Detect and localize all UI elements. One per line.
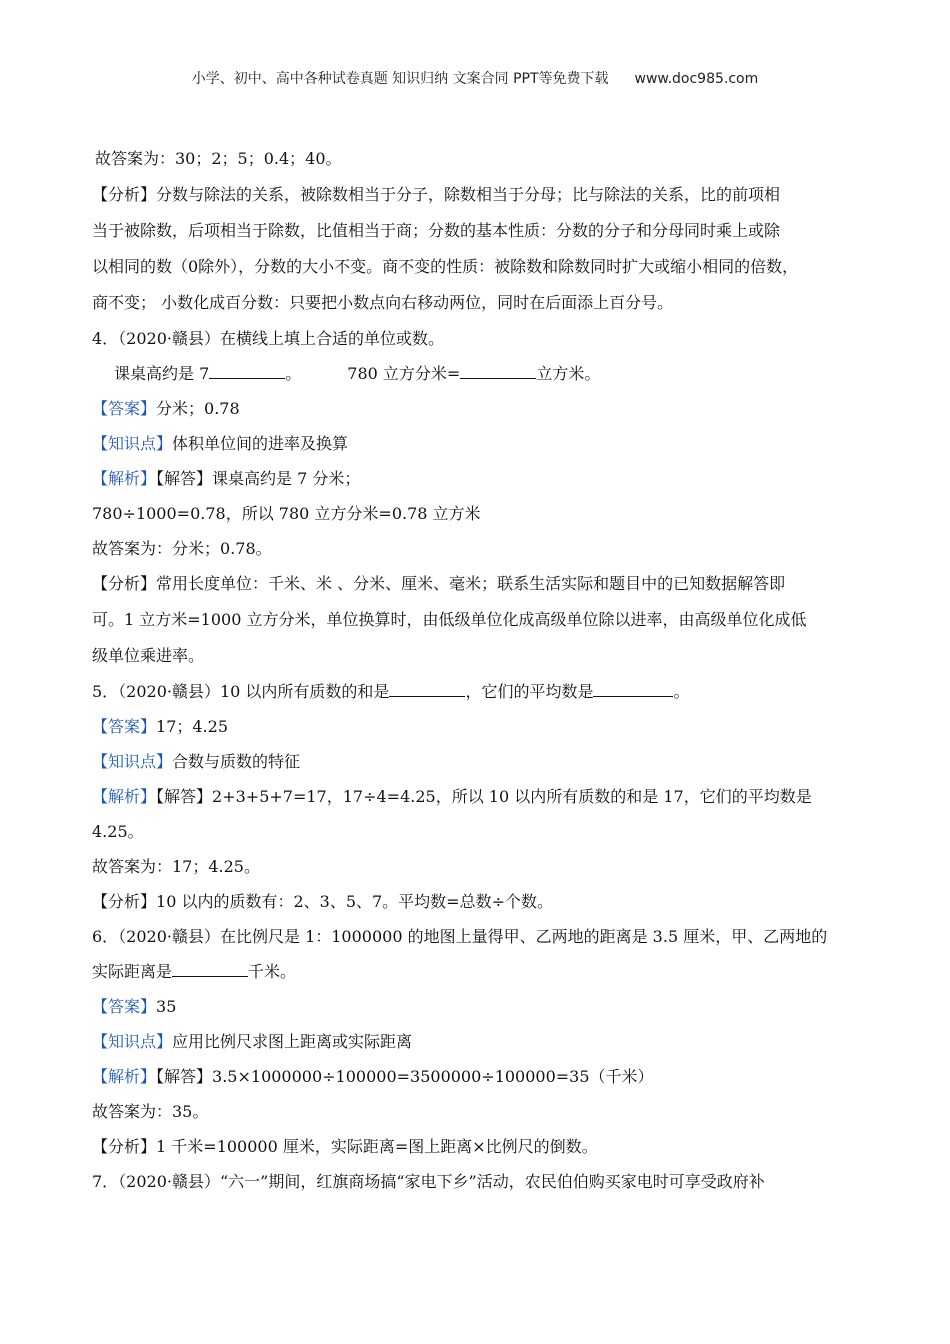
prev-analysis-line-3: 以相同的数（0除外），分数的大小不变。商不变的性质：被除数和除数同时扩大或缩小相同的倍数， [92, 257, 799, 276]
q6-analysis [92, 1129, 872, 1164]
q5-answer-text: 17；4.25 [156, 717, 229, 736]
q6-stem-2 [92, 954, 872, 989]
analysis-text: 分数与除法的关系，被除数相当于分子，除数相当于分母；比与除法的关系，比的前项相 [156, 185, 781, 204]
header-text: 小学、初中、高中各种试卷真题 知识归纳 文案合同 PPT等免费下载 [191, 71, 609, 87]
q4-analysis-1 [92, 566, 872, 602]
explain-label: 【解析】 [92, 469, 157, 488]
q6-analysis-text: 1 千米=100000 厘米，实际距离=图上距离×比例尺的倒数。 [156, 1137, 598, 1156]
q4-fill-line [92, 356, 872, 391]
answer-label: 【答案】 [92, 399, 157, 418]
q4-final: 故答案为：分米；0.78。 [92, 539, 272, 558]
q4-part2-pre: 780 立方分米= [347, 364, 461, 383]
q6-stem-1: 6．（2020·赣县）在比例尺是 1：1000000 的地图上量得甲、乙两地的距离是 3.5 厘米，甲、乙两地的 [92, 927, 828, 946]
knowledge-label: 【知识点】 [92, 434, 173, 453]
q4-part1-post: 。 [285, 364, 302, 383]
q4-solve-text: 课桌高约是 7 分米； [212, 469, 361, 488]
q6-solve [92, 1059, 872, 1094]
q6-solve-text: 3.5×1000000÷100000=3500000÷100000=35（千米） [212, 1067, 654, 1086]
q5-stem-pre: 5．（2020·赣县）10 以内所有质数的和是 [92, 682, 390, 701]
q4-stem: 4．（2020·赣县）在横线上填上合适的单位或数。 [92, 329, 444, 348]
q4-part1-pre: 课桌高约是 7 [114, 364, 210, 383]
q6-answer [92, 989, 872, 1024]
q5-blank-1 [389, 678, 465, 697]
q5-stem-post: 。 [673, 682, 690, 701]
q6-stem-2-pre: 实际距离是 [92, 962, 173, 981]
q6-stem-2-post: 千米。 [248, 962, 297, 981]
q5-solve-1 [92, 779, 872, 814]
q5-solve-2: 4.25。 [92, 822, 144, 841]
analysis-label: 【分析】 [92, 1137, 157, 1156]
q6-blank [172, 958, 248, 977]
q5-answer [92, 709, 872, 744]
q4-analysis-3: 级单位乘进率。 [92, 646, 205, 665]
header-site: www.doc985.com [634, 71, 759, 87]
prev-analysis-line-4: 商不变； 小数化成百分数：只要把小数点向右移动两位，同时在后面添上百分号。 [92, 293, 674, 312]
q6-answer-text: 35 [156, 997, 177, 1016]
analysis-label: 【分析】 [92, 892, 157, 911]
prev-analysis-line-2: 当于被除数，后项相当于除数，比值相当于商；分数的基本性质：分数的分子和分母同时乘上或除 [92, 221, 781, 240]
prev-answer-line: 故答案为：30；2；5；0.4；40。 [95, 149, 342, 168]
q4-answer [92, 391, 872, 426]
q4-blank-2 [460, 360, 536, 379]
q5-knowledge-text: 合数与质数的特征 [172, 752, 301, 771]
q7-stem: 7．（2020·赣县）“六一”期间，红旗商场搞“家电下乡”活动，农民伯伯购买家电时可享受政府补 [92, 1172, 765, 1191]
document-body [92, 141, 872, 1199]
analysis-label: 【分析】 [92, 574, 157, 593]
q5-knowledge [92, 744, 872, 779]
solve-label: 【解答】 [156, 787, 213, 806]
solve-label: 【解答】 [156, 1067, 213, 1086]
q4-solve [92, 461, 872, 496]
answer-label: 【答案】 [92, 997, 157, 1016]
q4-analysis-2: 可。1 立方米=1000 立方分米，单位换算时，由低级单位化成高级单位除以进率，由高级单位化成低 [92, 610, 807, 629]
q5-analysis-text: 10 以内的质数有：2、3、5、7。平均数=总数÷个数。 [156, 892, 553, 911]
q6-knowledge-text: 应用比例尺求图上距离或实际距离 [172, 1032, 413, 1051]
explain-label: 【解析】 [92, 787, 157, 806]
q4-knowledge [92, 426, 872, 461]
solve-label: 【解答】 [156, 469, 213, 488]
q5-solve-text: 2+3+5+7=17，17÷4=4.25，所以 10 以内所有质数的和是 17，它们的平均数是 [212, 787, 812, 806]
q5-stem [92, 674, 872, 709]
analysis-label: 【分析】 [92, 185, 157, 204]
q5-final: 故答案为：17；4.25。 [92, 857, 260, 876]
q4-calc: 780÷1000=0.78，所以 780 立方分米=0.78 立方米 [92, 504, 481, 523]
q5-analysis [92, 884, 872, 919]
prev-analysis-line-1 [92, 177, 872, 213]
q6-final: 故答案为：35。 [92, 1102, 209, 1121]
answer-label: 【答案】 [92, 717, 157, 736]
knowledge-label: 【知识点】 [92, 1032, 173, 1051]
page-header [0, 68, 950, 88]
knowledge-label: 【知识点】 [92, 752, 173, 771]
q5-stem-mid: ，它们的平均数是 [465, 682, 594, 701]
q5-blank-2 [593, 678, 673, 697]
q6-knowledge [92, 1024, 872, 1059]
q4-answer-text: 分米；0.78 [156, 399, 240, 418]
explain-label: 【解析】 [92, 1067, 157, 1086]
q4-blank-1 [209, 360, 285, 379]
q4-part2-post: 立方米。 [536, 364, 601, 383]
q4-knowledge-text: 体积单位间的进率及换算 [172, 434, 349, 453]
q4-analysis-text: 常用长度单位：千米、米 、分米、厘米、毫米；联系生活实际和题目中的已知数据解答即 [156, 574, 786, 593]
